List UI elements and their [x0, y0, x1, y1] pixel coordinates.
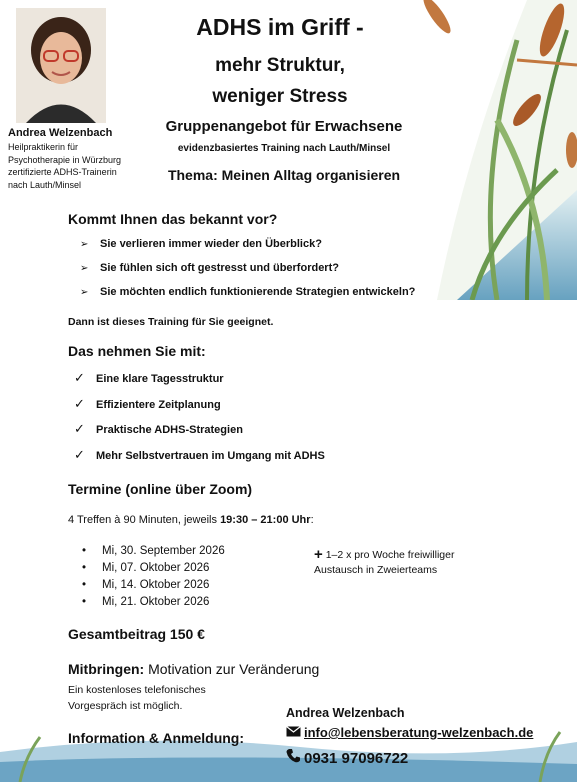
questions-conclusion: Dann ist dieses Training für Sie geeignet. — [68, 316, 274, 328]
offer-heading: Gruppenangebot für Erwachsene — [165, 118, 403, 135]
email-link[interactable] — [286, 725, 533, 740]
bring-text: Motivation zur Veränderung — [144, 661, 320, 677]
arrow-icon: ➢ — [80, 239, 89, 250]
benefits-heading: Das nehmen Sie mit: — [68, 343, 206, 359]
questions-heading: Kommt Ihnen das bekannt vor? — [68, 211, 278, 227]
free-consultation-line: Vorgespräch ist möglich. — [68, 700, 183, 712]
benefit-item — [74, 370, 224, 386]
question-text: Sie fühlen sich oft gestresst und überfordert? — [100, 262, 339, 274]
check-icon: ✓ — [74, 370, 85, 385]
mail-icon — [286, 725, 304, 740]
plus-icon: + — [314, 546, 323, 563]
topic-heading: Thema: Meinen Alltag organisieren — [167, 167, 401, 183]
phone-link[interactable] — [286, 748, 408, 767]
question-text: Sie möchten endlich funktionierende Strategien entwickeln? — [100, 286, 416, 298]
free-consultation — [68, 682, 206, 714]
phone-text[interactable]: 0931 97096722 — [304, 750, 409, 767]
trainer-photo — [16, 8, 106, 123]
date-text: Mi, 07. Oktober 2026 — [102, 562, 210, 574]
benefit-text: Effizientere Zeitplanung — [96, 399, 221, 411]
date-text: Mi, 14. Oktober 2026 — [102, 579, 210, 591]
schedule-intro-end: : — [310, 514, 314, 526]
phone-icon — [286, 748, 304, 767]
free-consultation-line: Ein kostenloses telefonisches — [68, 684, 206, 696]
method-text: evidenzbasiertes Training nach Lauth/Minsel — [177, 143, 391, 154]
price-text: Gesamtbeitrag 150 € — [68, 626, 205, 642]
contact-name: Andrea Welzenbach — [286, 706, 405, 720]
check-icon: ✓ — [74, 447, 85, 462]
question-item — [80, 262, 339, 274]
date-text: Mi, 30. September 2026 — [102, 545, 225, 557]
schedule-intro-text: 4 Treffen à 90 Minuten, jeweils — [68, 514, 221, 526]
subtitle-line-1: mehr Struktur, — [215, 55, 345, 76]
schedule-intro — [68, 514, 314, 526]
question-item — [80, 286, 415, 298]
schedule-time: 19:30 – 21:00 Uhr — [220, 514, 311, 526]
arrow-icon: ➢ — [80, 287, 89, 298]
benefit-text: Mehr Selbstvertrauen im Umgang mit ADHS — [96, 450, 325, 462]
exchange-note-line: 1–2 x pro Woche freiwilliger — [325, 549, 455, 561]
question-text: Sie verlieren immer wieder den Überblick? — [100, 238, 322, 250]
bring-label: Mitbringen: — [68, 661, 145, 677]
benefit-text: Praktische ADHS-Strategien — [96, 424, 243, 436]
trainer-name: Andrea Welzenbach — [8, 127, 113, 139]
arrow-icon: ➢ — [80, 263, 89, 274]
trainer-role-line: nach Lauth/Minsel — [8, 179, 82, 190]
trainer-role-line: Psychotherapie in Würzburg — [8, 154, 122, 165]
date-item: • Mi, 30. September 2026 — [82, 545, 225, 557]
date-list — [82, 543, 225, 611]
exchange-note — [314, 547, 514, 578]
contact-heading: Information & Anmeldung: — [68, 730, 245, 746]
trainer-roles — [8, 141, 148, 191]
date-text: Mi, 21. Oktober 2026 — [102, 596, 210, 608]
question-item — [80, 238, 322, 250]
benefit-item — [74, 396, 221, 412]
benefit-item — [74, 447, 325, 463]
check-icon: ✓ — [74, 421, 85, 436]
schedule-heading: Termine (online über Zoom) — [68, 481, 253, 497]
date-item: • Mi, 07. Oktober 2026 — [82, 562, 210, 574]
check-icon: ✓ — [74, 396, 85, 411]
exchange-note-line: Austausch in Zweierteams — [314, 564, 438, 576]
page-title: ADHS im Griff - — [196, 14, 364, 40]
bring-line — [68, 661, 319, 677]
subtitle-line-2: weniger Stress — [212, 86, 348, 107]
benefit-item — [74, 421, 243, 437]
date-item: • Mi, 21. Oktober 2026 — [82, 596, 210, 608]
trainer-role-line: Heilpraktikerin für — [8, 142, 79, 152]
email-text[interactable]: info@lebensberatung-welzenbach.de — [304, 725, 534, 740]
trainer-role-line: zertifizierte ADHS-Trainerin — [8, 167, 117, 177]
benefit-text: Eine klare Tagesstruktur — [96, 373, 224, 385]
date-item: • Mi, 14. Oktober 2026 — [82, 579, 210, 591]
